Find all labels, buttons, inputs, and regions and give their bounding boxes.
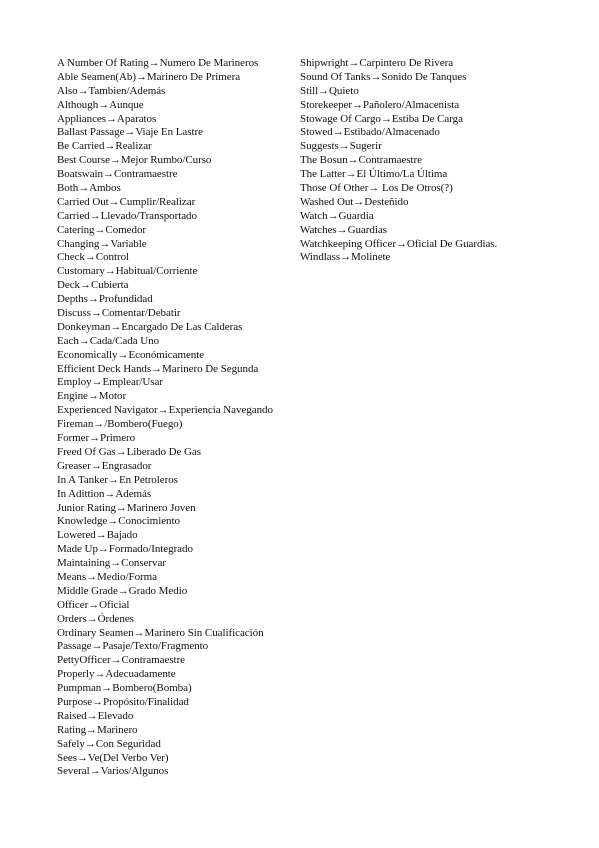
glossary-entry: Former→Primero bbox=[57, 432, 136, 445]
glossary-entry: Junior Rating→Marinero Joven bbox=[57, 501, 196, 514]
glossary-entry: Greaser→Engrasador bbox=[57, 459, 152, 472]
glossary-entry: Stowage Of Cargo→Estiba De Carga bbox=[300, 112, 463, 125]
glossary-entry: Still→Quieto bbox=[300, 84, 359, 97]
glossary-entry: A Number Of Rating→Numero De Marineros bbox=[57, 57, 259, 69]
glossary-entry: Efficient Deck Hands→Marinero De Segunda bbox=[57, 362, 259, 375]
glossary-entry: Maintaining→Conservar bbox=[57, 557, 166, 570]
glossary-entry: Donkeyman→Encargado De Las Calderas bbox=[57, 320, 243, 333]
glossary-entry: Carried→Llevado/Transportado bbox=[57, 209, 197, 222]
glossary-entry: Rating→Marinero bbox=[57, 723, 138, 736]
glossary-entry: Check→Control bbox=[57, 251, 130, 264]
glossary-entry: Watches→Guardias bbox=[300, 223, 387, 236]
glossary-entry: Economically→Económicamente bbox=[57, 348, 205, 361]
glossary-entry: The Bosun→Contramaestre bbox=[300, 154, 422, 167]
glossary-entry: In A Tanker→En Petroleros bbox=[57, 473, 178, 486]
glossary-entry: Washed Out→Desteñido bbox=[300, 195, 409, 208]
glossary-entry: Catering→Comedor bbox=[57, 223, 147, 236]
glossary-entry: Freed Of Gas→Liberado De Gas bbox=[57, 445, 201, 458]
glossary-entry: Each→Cada/Cada Uno bbox=[57, 334, 160, 347]
glossary-entry: Means→Medio/Forma bbox=[57, 570, 157, 583]
glossary-column-left bbox=[57, 57, 299, 779]
glossary-entry: Deck→Cubierta bbox=[57, 279, 129, 292]
glossary-entry: Orders→Órdenes bbox=[57, 612, 134, 625]
glossary-entry: The Latter→El Último/La Última bbox=[300, 168, 448, 181]
glossary-entry: Be Carried→Realizar bbox=[57, 140, 152, 153]
glossary-entry: Carried Out→Cumplir/Realizar bbox=[57, 195, 196, 208]
glossary-entry: Suggests→Sugerir bbox=[300, 140, 382, 153]
glossary-entry: Shipwright→Carpintero De Rivera bbox=[300, 57, 454, 69]
glossary-entry: Knowledge→Conocimiento bbox=[57, 515, 180, 528]
glossary-column-right bbox=[300, 57, 590, 265]
glossary-entry: Discuss→Comentar/Debatir bbox=[57, 307, 181, 320]
glossary-entry: Experienced Navigator→Experiencia Navegando bbox=[57, 404, 273, 417]
glossary-entry: Ordinary Seamen→Marinero Sin Cualificación bbox=[57, 626, 264, 639]
glossary-entry: Appliances→Aparatos bbox=[57, 112, 157, 125]
glossary-entry: Changing→Variable bbox=[57, 237, 147, 250]
glossary-entry: Stowed→Estibado/Almacenado bbox=[300, 126, 440, 139]
glossary-entry: Customary→Habitual/Corriente bbox=[57, 265, 198, 278]
glossary-entry: Properly→Adecuadamente bbox=[57, 668, 176, 681]
glossary-entry: Made Up→Formado/Integrado bbox=[57, 543, 193, 556]
glossary-entry: Raised→Elevado bbox=[57, 709, 134, 722]
glossary-entry: Best Course→Mejor Rumbo/Curso bbox=[57, 154, 212, 167]
glossary-entry: Sound Of Tanks→Sonido De Tanques bbox=[300, 70, 467, 83]
glossary-entry: Pumpman→Bombero(Bomba) bbox=[57, 682, 192, 695]
glossary-entry: Also→Tambien/Además bbox=[57, 84, 166, 97]
glossary-entry: Sees→Ve(Del Verbo Ver) bbox=[57, 751, 169, 764]
glossary-entry: Safely→Con Seguridad bbox=[57, 737, 161, 750]
glossary-entry: Able Seamen(Ab)→Marinero De Primera bbox=[57, 70, 241, 83]
glossary-entry: Lowered→Bajado bbox=[57, 529, 138, 542]
glossary-entry: Employ→Emplear/Usar bbox=[57, 376, 163, 389]
glossary-entry: Engine→Motor bbox=[57, 390, 127, 403]
glossary-entry: Passage→Pasaje/Texto/Fragmento bbox=[57, 640, 209, 653]
glossary-entry: Watchkeeping Officer→Oficial De Guardias. bbox=[300, 237, 498, 250]
glossary-entry: Middle Grade→Grado Medio bbox=[57, 584, 188, 597]
glossary-entry: Ballast Passage→Viaje En Lastre bbox=[57, 126, 203, 139]
glossary-entry: Those Of Other→ Los De Otros(?) bbox=[300, 182, 453, 195]
glossary-entry: Storekeeper→Pañolero/Almacenista bbox=[300, 98, 460, 111]
glossary-entry: Depths→Profundidad bbox=[57, 293, 153, 306]
glossary-entry: In Adittion→Además bbox=[57, 487, 152, 500]
glossary-entry: Boatswain→Contramaestre bbox=[57, 168, 178, 181]
glossary-entry: Windlass→Molinete bbox=[300, 251, 391, 264]
glossary-entry: Several→Varios/Algunos bbox=[57, 765, 169, 778]
glossary-entry: Officer→Oficial bbox=[57, 598, 130, 611]
glossary-entry: Both→Ambos bbox=[57, 182, 121, 195]
glossary-entry: Purpose→Propósito/Finalidad bbox=[57, 695, 189, 708]
glossary-entry: PettyOfficer→Contramaestre bbox=[57, 654, 186, 667]
glossary-entry: Although→Aunque bbox=[57, 98, 144, 111]
glossary-entry: Fireman→/Bombero(Fuego) bbox=[57, 418, 183, 431]
glossary-entry: Watch→Guardia bbox=[300, 209, 374, 222]
